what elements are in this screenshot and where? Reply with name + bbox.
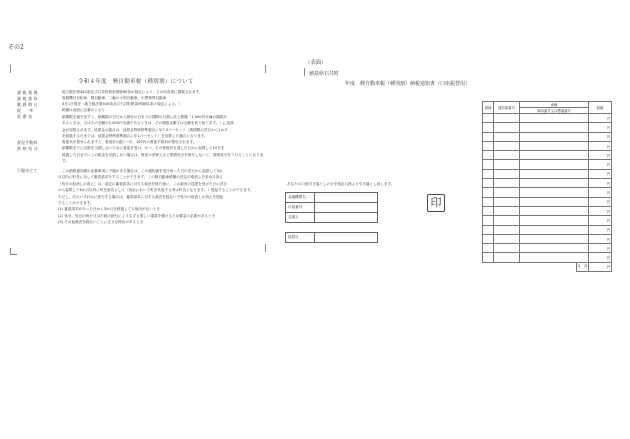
spacer-cell	[315, 223, 378, 233]
ledger-row	[483, 197, 612, 206]
ledger-row	[483, 244, 612, 253]
definition-desc: 納期限までに完納を示期しないために督促を受け、かつ、その督促状を発した日から起算して10日を	[62, 146, 225, 150]
bank-value	[315, 193, 378, 203]
ledger-period-cell	[483, 132, 494, 141]
ledger-notice-cell	[494, 225, 520, 234]
ledger-amount-cell: 円	[589, 253, 612, 262]
definition-desc: 税額は表面に記載のとおり	[62, 108, 106, 112]
account-value	[315, 203, 378, 213]
header-period: 課期	[483, 102, 494, 114]
ledger-amount-cell: 円	[589, 225, 612, 234]
ledger-row	[483, 123, 612, 132]
ledger-amount-cell: 円	[589, 141, 612, 150]
appeal-line: から起算して6か月以内に町を被告として（訴訟において町を代表する者は町長となります。）提起することができます。	[58, 188, 254, 193]
ledger-period-cell	[483, 216, 494, 225]
ledger-amount-cell: 円	[589, 206, 612, 215]
ledger-amount-cell: 円	[589, 244, 612, 253]
crop-mark-tr	[259, 65, 266, 73]
ledger-row	[483, 253, 612, 262]
ledger-vehicle-cell	[520, 132, 589, 141]
ledger-amount-cell: 円	[589, 114, 612, 123]
ledger-row	[483, 234, 612, 243]
definition-term: 滞 納 処 分	[17, 146, 38, 151]
ledger-notice-cell	[494, 132, 520, 141]
header-reg: 車両番号又は標識番号	[520, 108, 589, 114]
crop-mark	[304, 68, 305, 76]
seal-stamp: 印	[427, 194, 445, 212]
ledger-vehicle-cell	[520, 179, 589, 188]
ledger-period-cell	[483, 188, 494, 197]
ledger-vehicle-cell	[520, 188, 589, 197]
ledger-notice-cell	[494, 114, 520, 123]
ledger-amount-cell: 円	[589, 123, 612, 132]
appeal-line: (1) 審査請求があった日から3か月を経過しても裁決がないとき	[58, 207, 160, 212]
definition-desc: 督促状が発せられますと、督促状1通につき、100円の督促手数料が徴収されます。	[62, 140, 197, 144]
ledger-vehicle-cell	[520, 141, 589, 150]
enforcement-line: 経過した日までにこの税金を完納しない場合は、財産の差押えなど滞納処分を執行しないと、滞納処分をうけることになりま	[62, 153, 264, 157]
ledger-notice-cell	[494, 141, 520, 150]
late-fee-line: 金が加算されます。延滞金の割合は、延滞金特例基準割合に年7.3パーセント（納期限の翌日から1か月	[62, 127, 228, 132]
ledger-vehicle-cell	[520, 216, 589, 225]
ledger-notice-cell	[494, 216, 520, 225]
bank-account-table	[285, 192, 378, 243]
ledger-vehicle-cell	[520, 225, 589, 234]
crop-mark-bl	[10, 248, 17, 255]
holder-label: 名義人	[286, 213, 315, 223]
ledger-amount-cell: 円	[589, 151, 612, 160]
late-fee-line: 納期限を過ぎますと、納期限の翌日から納付の日までの期間の日数に応じ税額（1,000円未満の端数が	[62, 115, 227, 119]
ledger-period-cell	[483, 197, 494, 206]
ledger-vehicle-cell	[520, 197, 589, 206]
ledger-row	[483, 160, 612, 169]
crop-mark-tl	[10, 65, 17, 73]
enforcement-line: す。	[62, 159, 69, 164]
ledger-notice-cell	[494, 244, 520, 253]
ledger-vehicle-cell	[520, 169, 589, 178]
header-notice-no: 通知書番号	[494, 102, 520, 114]
ledger-amount-cell: 円	[589, 188, 612, 197]
ledger-amount-cell: 円	[589, 197, 612, 206]
appeal-term: 不服申立て	[17, 168, 38, 173]
table-row	[286, 213, 378, 223]
definition-desc: 原動機付自転車、軽自動車、二輪の小型自動車、小型特殊自動車	[62, 96, 167, 100]
definition-desc: 地方税法第443条及び石井町税条例第80条の規定により、その所有者に課税されます。	[62, 90, 203, 94]
ledger-notice-cell	[494, 188, 520, 197]
ledger-row	[483, 225, 612, 234]
ledger-notice-cell	[494, 169, 520, 178]
ledger-period-cell	[483, 179, 494, 188]
ledger-vehicle-cell	[520, 253, 589, 262]
side-label: （表面）	[305, 60, 327, 66]
ledger-vehicle-cell	[520, 244, 589, 253]
ledger-notice-cell	[494, 179, 520, 188]
ledger-row	[483, 188, 612, 197]
ledger-period-cell	[483, 206, 494, 215]
ledger-vehicle-cell	[520, 206, 589, 215]
definition-term: 税 率	[17, 108, 34, 113]
late-fee-line: を経過する日までは、延滞金特例基準割合に年1パーセント）を加算した割合となります。	[62, 134, 208, 139]
ledger-period-cell	[483, 169, 494, 178]
definition-desc: 4月1日現在（地方税法第445条及び石井町税条例第81条の規定による。）	[62, 102, 183, 106]
appeal-line: (2) 処分、処分の執行又は手続の続行により生ずる著しい損害を避けるため緊急の必要があるとき	[58, 213, 216, 218]
ledger-period-cell	[483, 160, 494, 169]
bank-label: 金融機関名	[286, 193, 315, 203]
empty-cell	[520, 262, 577, 271]
definition-term: 督促手数料	[17, 140, 38, 145]
ledger-notice-cell	[494, 160, 520, 169]
appeal-line: この納税通知書の記載事項に不服がある場合は、この通知書を受け取った日の翌日から起算して3か	[62, 169, 223, 173]
ledger-vehicle-cell	[520, 151, 589, 160]
ledger-amount-cell: 円	[589, 234, 612, 243]
ledger-vehicle-cell	[520, 114, 589, 123]
ledger-row	[483, 169, 612, 178]
ledger-period-cell	[483, 244, 494, 253]
ledger-period-cell	[483, 151, 494, 160]
appeal-line: (3) その他裁決を経ないことに正当な理由があるとき	[58, 220, 144, 225]
total-value: 円	[589, 262, 612, 271]
appeal-line: ただし、次のいずれかに該当する場合は、審査請求に対する裁決を経ないで処分の取消しの訴えを提起	[58, 194, 224, 199]
transfer-date-label: 振替日	[286, 233, 315, 243]
header-amount: 税額	[589, 102, 612, 114]
table-row	[286, 223, 378, 233]
late-fee-term: 延 滞 金	[17, 114, 33, 119]
ledger-amount-cell: 円	[589, 216, 612, 225]
municipality-name: 徳島県石井町	[309, 71, 340, 77]
ledger-row	[483, 132, 612, 141]
tax-ledger-table	[482, 101, 612, 272]
ledger-period-cell	[483, 234, 494, 243]
holder-value	[315, 213, 378, 223]
ledger-vehicle-cell	[520, 123, 589, 132]
ledger-vehicle-cell	[520, 160, 589, 169]
ledger-period-cell	[483, 253, 494, 262]
ledger-row	[483, 206, 612, 215]
ledger-row	[483, 151, 612, 160]
ledger-notice-cell	[494, 234, 520, 243]
definition-term: 課 税 根 拠	[17, 90, 38, 95]
total-label: 合 計	[577, 262, 589, 271]
ledger-vehicle-cell	[520, 234, 589, 243]
page-marker: その2	[8, 44, 24, 51]
ledger-notice-cell	[494, 123, 520, 132]
ledger-period-cell	[483, 114, 494, 123]
ledger-row	[483, 141, 612, 150]
notice-title: 年度 軽自動車税（種別割）納税通知書（口座振替用）	[345, 81, 471, 87]
empty-cell	[483, 262, 494, 271]
document-title: 令和４年度 軽自動車税（種別割）について	[78, 79, 194, 85]
ledger-notice-cell	[494, 197, 520, 206]
ledger-notice-cell	[494, 151, 520, 160]
ledger-amount-cell: 円	[589, 179, 612, 188]
ledger-notice-cell	[494, 206, 520, 215]
ledger-row	[483, 216, 612, 225]
account-label: 口座番号	[286, 203, 315, 213]
definition-term: 課 税 客 体	[17, 96, 38, 101]
late-fee-line: あるときは、又はその全額が2,000円未満であるときは、その端数金額又は全額を切り捨てます。）に延滞	[62, 121, 234, 126]
definition-term: 賦 課 期 日	[17, 102, 38, 107]
ledger-total-row	[483, 262, 612, 271]
ledger-amount-cell: 円	[589, 169, 612, 178]
ledger-row	[483, 114, 612, 123]
ledger-period-cell	[483, 123, 494, 132]
ledger-amount-cell: 円	[589, 132, 612, 141]
ledger-row	[483, 179, 612, 188]
crop-mark-br	[259, 244, 266, 252]
ledger-period-cell	[483, 225, 494, 234]
table-row	[286, 233, 378, 243]
ledger-amount-cell: 円	[589, 160, 612, 169]
spacer-cell	[286, 223, 315, 233]
table-row	[286, 193, 378, 203]
appeal-line: することができます。	[58, 201, 94, 205]
table-row	[286, 203, 378, 213]
ledger-period-cell	[483, 141, 494, 150]
header-vehicle: 車種	[520, 102, 589, 108]
appeal-line: （処分の取消しの訴え）は、前記の審査請求に対する裁決を経た後に、この裁決の送達を受けた日の翌日	[58, 181, 227, 186]
ledger-notice-cell	[494, 253, 520, 262]
transfer-date-value	[315, 233, 378, 243]
empty-cell	[494, 262, 520, 271]
confirm-note: あなたの口座引き落としの分を指定口座より引き落とし致します。	[287, 182, 395, 186]
appeal-line: 月以内に町長に対して審査請求をすることができます。この軽自動車税額の決定の取消しを求める訴え	[58, 175, 224, 180]
